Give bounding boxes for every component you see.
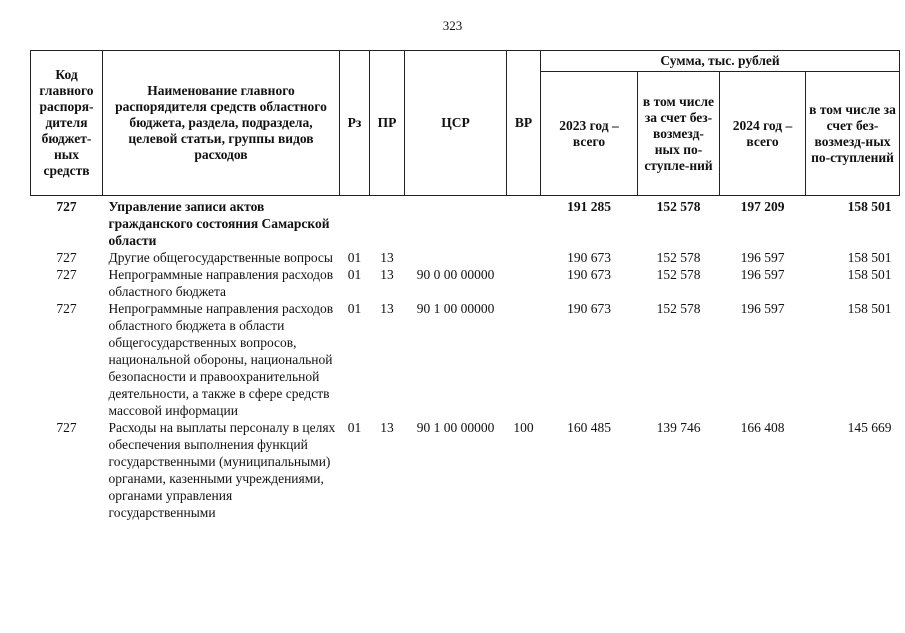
- table-row: [31, 419, 900, 521]
- row-grants-2023: 152 578: [656, 250, 701, 265]
- row-grants-2023: 139 746: [656, 420, 701, 435]
- row-code: 727: [56, 301, 77, 316]
- row-sum-2023: 190 673: [567, 250, 611, 265]
- row-csr: 90 1 00 00000: [416, 301, 495, 316]
- row-code: 727: [56, 267, 77, 282]
- header-sum-group: Сумма, тыс. рублей: [541, 51, 900, 72]
- row-csr: [405, 249, 507, 266]
- row-pr: [370, 196, 405, 250]
- header-csr: ЦСР: [405, 51, 507, 196]
- row-name: Другие общегосударственные вопросы: [108, 250, 333, 265]
- header-2024-grants: в том числе за счет без-возмезд-ных по-ступлений: [806, 72, 900, 196]
- row-grants-2024: 158 501: [847, 250, 892, 265]
- row-grants-2023: 152 578: [656, 199, 701, 214]
- row-code: 727: [56, 250, 77, 265]
- header-2023-grants: в том числе за счет без-возмезд-ных по-ступле-ний: [638, 72, 720, 196]
- header-pr: ПР: [370, 51, 405, 196]
- row-rz: 01: [347, 301, 362, 316]
- row-csr: [405, 196, 507, 250]
- row-vr: [507, 249, 541, 266]
- row-rz: 01: [347, 267, 362, 282]
- row-sum-2024: 197 209: [740, 199, 785, 214]
- row-grants-2024: 158 501: [847, 301, 892, 316]
- table-row: [31, 196, 900, 250]
- table-row: [31, 249, 900, 266]
- row-csr: 90 1 00 00000: [416, 420, 495, 435]
- row-vr: [507, 266, 541, 300]
- row-sum-2024: 196 597: [740, 250, 785, 265]
- row-sum-2023: 190 673: [567, 267, 611, 282]
- row-code: 727: [56, 199, 77, 214]
- row-code: 727: [56, 420, 77, 435]
- row-vr: 100: [513, 420, 534, 435]
- row-grants-2024: 158 501: [847, 267, 892, 282]
- header-2023-total: 2023 год – всего: [541, 72, 638, 196]
- header-code: Код главного распоря-дителя бюджет-ных средств: [31, 51, 103, 196]
- header-vr: ВР: [507, 51, 541, 196]
- row-rz: 01: [347, 420, 362, 435]
- row-sum-2024: 196 597: [740, 301, 785, 316]
- row-name: Управление записи актов гражданского состояния Самарской области: [108, 199, 330, 248]
- row-grants-2024: 145 669: [847, 420, 892, 435]
- table-row: [31, 300, 900, 419]
- header-rz: Рз: [340, 51, 370, 196]
- row-name: Непрограммные направления расходов областного бюджета в области общегосударственных вопросов, национальной обороны, национальной безопасности и правоохранительной деятельности, а также в сфере средств массовой информации: [108, 301, 334, 418]
- page-number: 323: [442, 18, 463, 33]
- row-sum-2024: 196 597: [740, 267, 785, 282]
- table-row: [31, 266, 900, 300]
- header-2024-total: 2024 год – всего: [720, 72, 806, 196]
- row-rz: 01: [347, 250, 362, 265]
- header-name: Наименование главного распорядителя средств областного бюджета, раздела, подраздела, целевой статьи, группы видов расходов: [103, 51, 340, 196]
- row-name: Расходы на выплаты персоналу в целях обеспечения выполнения функций государственными (муниципальными) органами, казенными учреждениями, органами управления государственными: [108, 420, 336, 520]
- row-pr: 13: [380, 267, 394, 282]
- row-vr: [507, 196, 541, 250]
- row-sum-2023: 190 673: [567, 301, 611, 316]
- row-grants-2023: 152 578: [656, 301, 701, 316]
- row-sum-2023: 160 485: [567, 420, 611, 435]
- row-csr: 90 0 00 00000: [416, 267, 495, 282]
- budget-table: [30, 50, 900, 521]
- row-pr: 13: [380, 301, 394, 316]
- row-pr: 13: [380, 420, 394, 435]
- row-sum-2023: 191 285: [567, 199, 611, 214]
- row-sum-2024: 166 408: [740, 420, 785, 435]
- row-pr: 13: [380, 250, 394, 265]
- row-rz: [340, 196, 370, 250]
- row-vr: [507, 300, 541, 419]
- row-grants-2023: 152 578: [656, 267, 701, 282]
- row-name: Непрограммные направления расходов областного бюджета: [108, 267, 334, 299]
- row-grants-2024: 158 501: [847, 199, 892, 214]
